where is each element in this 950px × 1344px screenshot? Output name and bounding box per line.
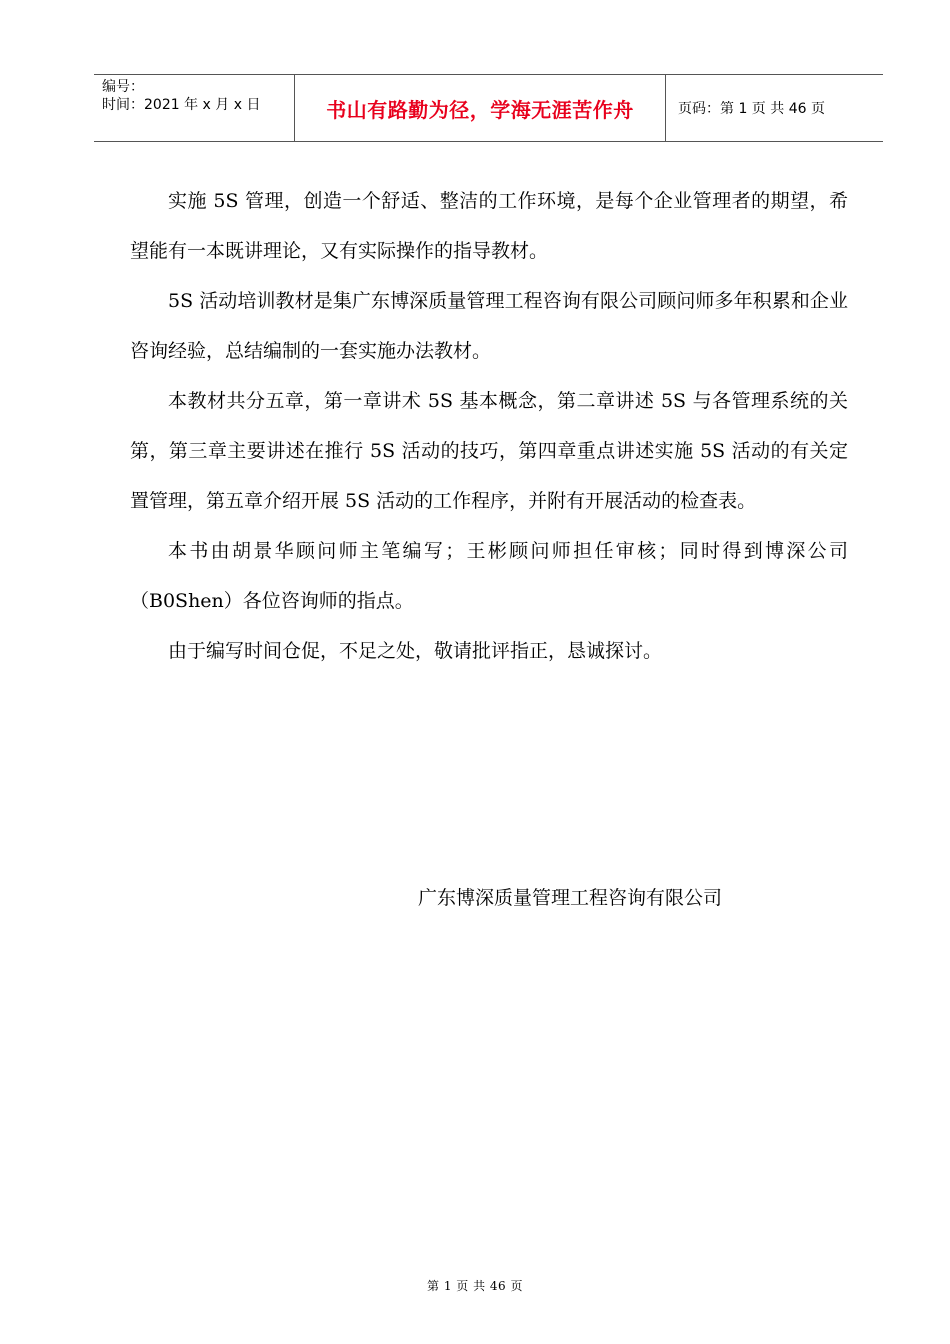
signature-company: 广东博深质量管理工程咨询有限公司	[418, 887, 723, 909]
paragraph: 5S 活动培训教材是集广东博深质量管理工程咨询有限公司顾问师多年积累和企业咨询经验，总结编制的一套实施办法教材。	[130, 290, 848, 362]
paragraph: 由于编写时间仓促，不足之处，敬请批评指正，恳诚探讨。	[168, 640, 663, 662]
page-header	[94, 74, 883, 142]
preface-body	[130, 176, 848, 676]
header-meta	[94, 75, 295, 141]
header-page-info: 页码：第 1 页 共 46 页	[678, 101, 825, 117]
doc-number-label: 编号：	[102, 79, 144, 95]
page-footer: 第 1 页 共 46 页	[427, 1279, 523, 1293]
paragraph: 实施 5S 管理，创造一个舒适、整洁的工作环境，是每个企业管理者的期望，希望能有一本既讲理论，又有实际操作的指导教材。	[130, 190, 848, 262]
header-motto: 书山有路勤为径，学海无涯苦作舟	[295, 75, 666, 141]
paragraph: 本书由胡景华顾问师主笔编写；王彬顾问师担任审核；同时得到博深公司（B0Shen）各位咨询师的指点。	[130, 540, 848, 612]
paragraph: 本教材共分五章，第一章讲术 5S 基本概念，第二章讲述 5S 与各管理系统的关第，第三章主要讲述在推行 5S 活动的技巧，第四章重点讲述实施 5S 活动的有关定置管理，第五章介绍开展 5S 活动的工作程序，并附有开展活动的检查表。	[130, 390, 848, 512]
time-label: 时间：2021 年 x 月 x 日	[102, 97, 261, 113]
